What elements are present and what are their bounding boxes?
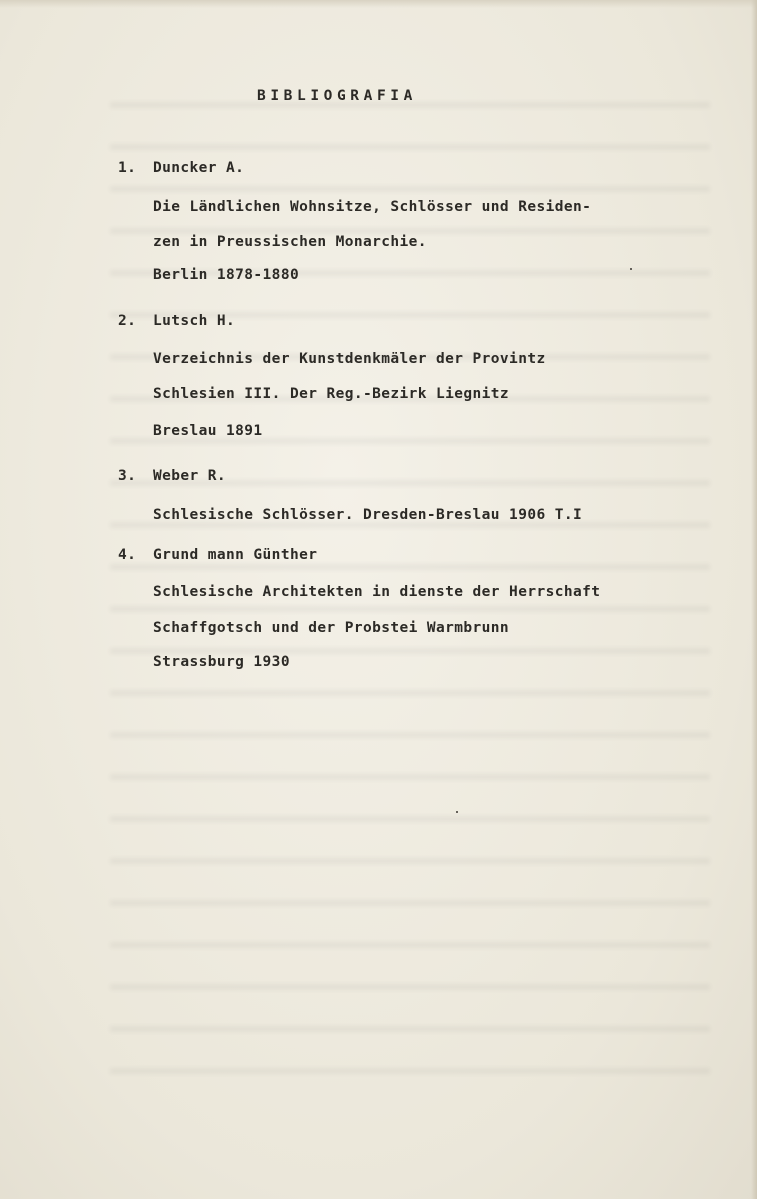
entry-4-line-2: Schaffgotsch und der Probstei Warmbrunn	[153, 620, 510, 636]
entry-4-line-1: Schlesische Architekten in dienste der Herrschaft	[153, 584, 601, 600]
entry-1-line-1: Die Ländlichen Wohnsitze, Schlösser und Residen-	[153, 199, 592, 215]
ink-speck	[630, 268, 632, 270]
entry-1-line-3: Berlin 1878-1880	[153, 267, 300, 283]
page-title: BIBLIOGRAFIA	[257, 88, 417, 104]
entry-2-author: Lutsch H.	[153, 313, 236, 329]
ink-speck	[456, 811, 458, 813]
entry-1-number: 1.	[118, 160, 137, 176]
entry-1-line-2: zen in Preussischen Monarchie.	[153, 234, 427, 250]
entry-4-line-3: Strassburg 1930	[153, 654, 290, 670]
entry-2-line-3: Breslau 1891	[153, 423, 263, 439]
entry-2-number: 2.	[118, 313, 137, 329]
entry-2-line-1: Verzeichnis der Kunstdenkmäler der Provintz	[153, 351, 546, 367]
page-right-edge	[751, 0, 757, 1199]
entry-2-line-2: Schlesien III. Der Reg.-Bezirk Liegnitz	[153, 386, 510, 402]
entry-1-author: Duncker A.	[153, 160, 245, 176]
entry-3-number: 3.	[118, 468, 137, 484]
entry-3-line-1: Schlesische Schlösser. Dresden-Breslau 1906 T.I	[153, 507, 583, 523]
page-top-edge	[0, 0, 757, 8]
entry-4-author: Grund mann Günther	[153, 547, 318, 563]
entry-4-number: 4.	[118, 547, 137, 563]
entry-3-author: Weber R.	[153, 468, 227, 484]
